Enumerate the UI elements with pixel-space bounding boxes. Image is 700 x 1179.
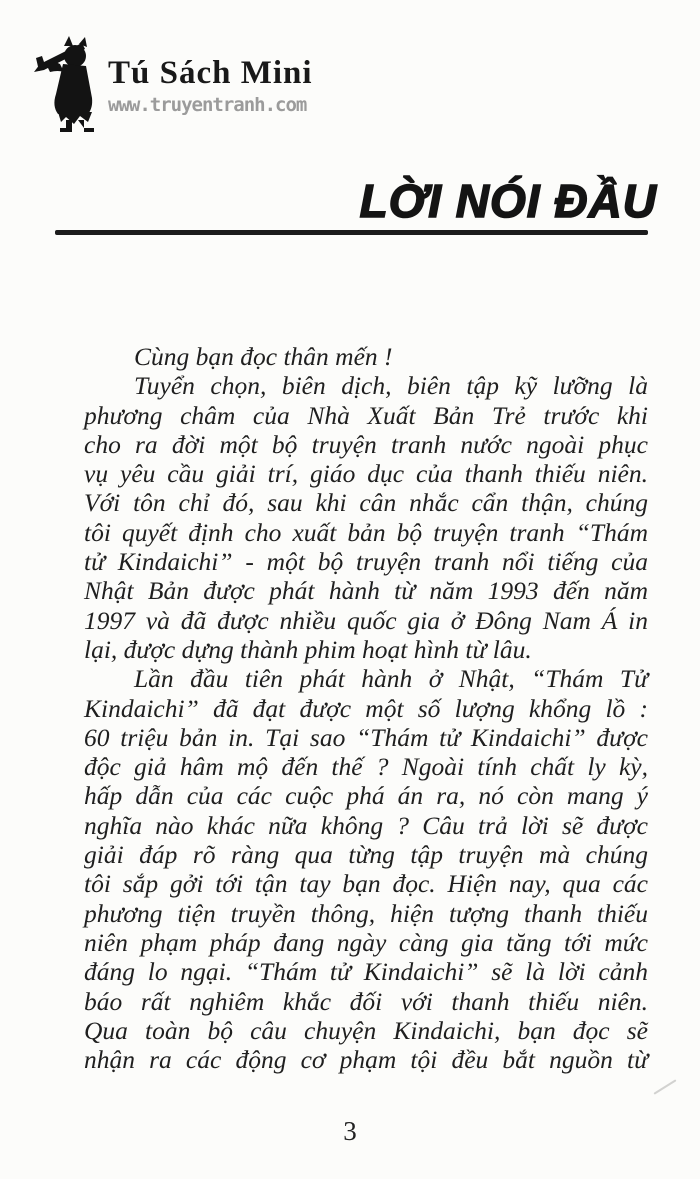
text-line: báo rất nghiêm khắc đối với thanh thiếu niên. xyxy=(84,986,648,1016)
text-line: Cùng bạn đọc thân mến ! xyxy=(134,342,393,371)
body-text xyxy=(84,342,648,1074)
paragraph xyxy=(84,664,648,1074)
text-line: độc giả hâm mộ đến thế ? Ngoài tính chất ly kỳ, xyxy=(84,752,648,782)
text-line: tôi sắp gởi tới tận tay bạn đọc. Hiện nay, qua các xyxy=(84,869,648,899)
publisher-logo-text xyxy=(108,34,313,116)
paragraph xyxy=(84,371,648,664)
text-line: Nhật Bản được phát hành từ năm 1993 đến năm xyxy=(84,576,648,606)
text-line: đáng lo ngại. “Thám tử Kindaichi” sẽ là lời cảnh xyxy=(84,957,648,987)
chapter-title: LỜI NÓI ĐẦU xyxy=(359,175,657,227)
text-line: phương châm của Nhà Xuất Bản Trẻ trước khi xyxy=(84,400,648,430)
heading-underline xyxy=(55,230,648,235)
chapter-heading xyxy=(0,176,657,226)
text-line: Với tôn chỉ đó, sau khi cân nhắc cẩn thận, chúng xyxy=(84,488,648,518)
text-line: Qua toàn bộ câu chuyện Kindaichi, bạn đọc sẽ xyxy=(84,1015,648,1045)
text-line: Kindaichi” đã đạt được một số lượng khổng lồ : xyxy=(84,693,648,723)
text-line: Lần đầu tiên phát hành ở Nhật, “Thám Tử xyxy=(134,664,648,694)
text-line: nhận ra các động cơ phạm tội đều bắt nguồn từ xyxy=(84,1045,648,1075)
scan-artifact xyxy=(653,1079,676,1094)
text-line: vụ yêu cầu giải trí, giáo dục của thanh thiếu niên. xyxy=(84,459,648,489)
text-line: giải đáp rõ ràng qua từng tập truyện mà chúng xyxy=(84,840,648,870)
publisher-logo xyxy=(30,34,313,136)
text-line: 60 triệu bản in. Tại sao “Thám tử Kindaichi” được xyxy=(84,722,648,752)
page-number: 3 xyxy=(343,1116,357,1146)
text-line: tôi quyết định cho xuất bản bộ truyện tranh “Thám xyxy=(84,517,648,547)
paragraph xyxy=(84,342,648,371)
text-line: tử Kindaichi” - một bộ truyện tranh nổi tiếng của xyxy=(84,547,648,577)
text-line: niên phạm pháp đang ngày càng gia tăng tới mức xyxy=(84,927,648,957)
text-line: Tuyển chọn, biên dịch, biên tập kỹ lưỡng là xyxy=(134,371,648,401)
text-line: 1997 và đã được nhiều quốc gia ở Đông Nam Á in xyxy=(84,605,648,635)
text-line: nghĩa nào khác nữa không ? Câu trả lời sẽ được xyxy=(84,810,648,840)
text-line: cho ra đời một bộ truyện tranh nước ngoài phục xyxy=(84,429,648,459)
text-line: phương tiện truyền thông, hiện tượng thanh thiếu xyxy=(84,898,648,928)
publisher-url: www.truyentranh.com xyxy=(108,94,307,116)
publisher-name: Tú Sách Mini xyxy=(108,55,313,91)
text-line: hấp dẫn của các cuộc phá án ra, nó còn mang ý xyxy=(84,781,648,811)
mascot-icon xyxy=(30,34,106,136)
text-line: lại, được dựng thành phim hoạt hình từ lâu. xyxy=(84,634,532,664)
